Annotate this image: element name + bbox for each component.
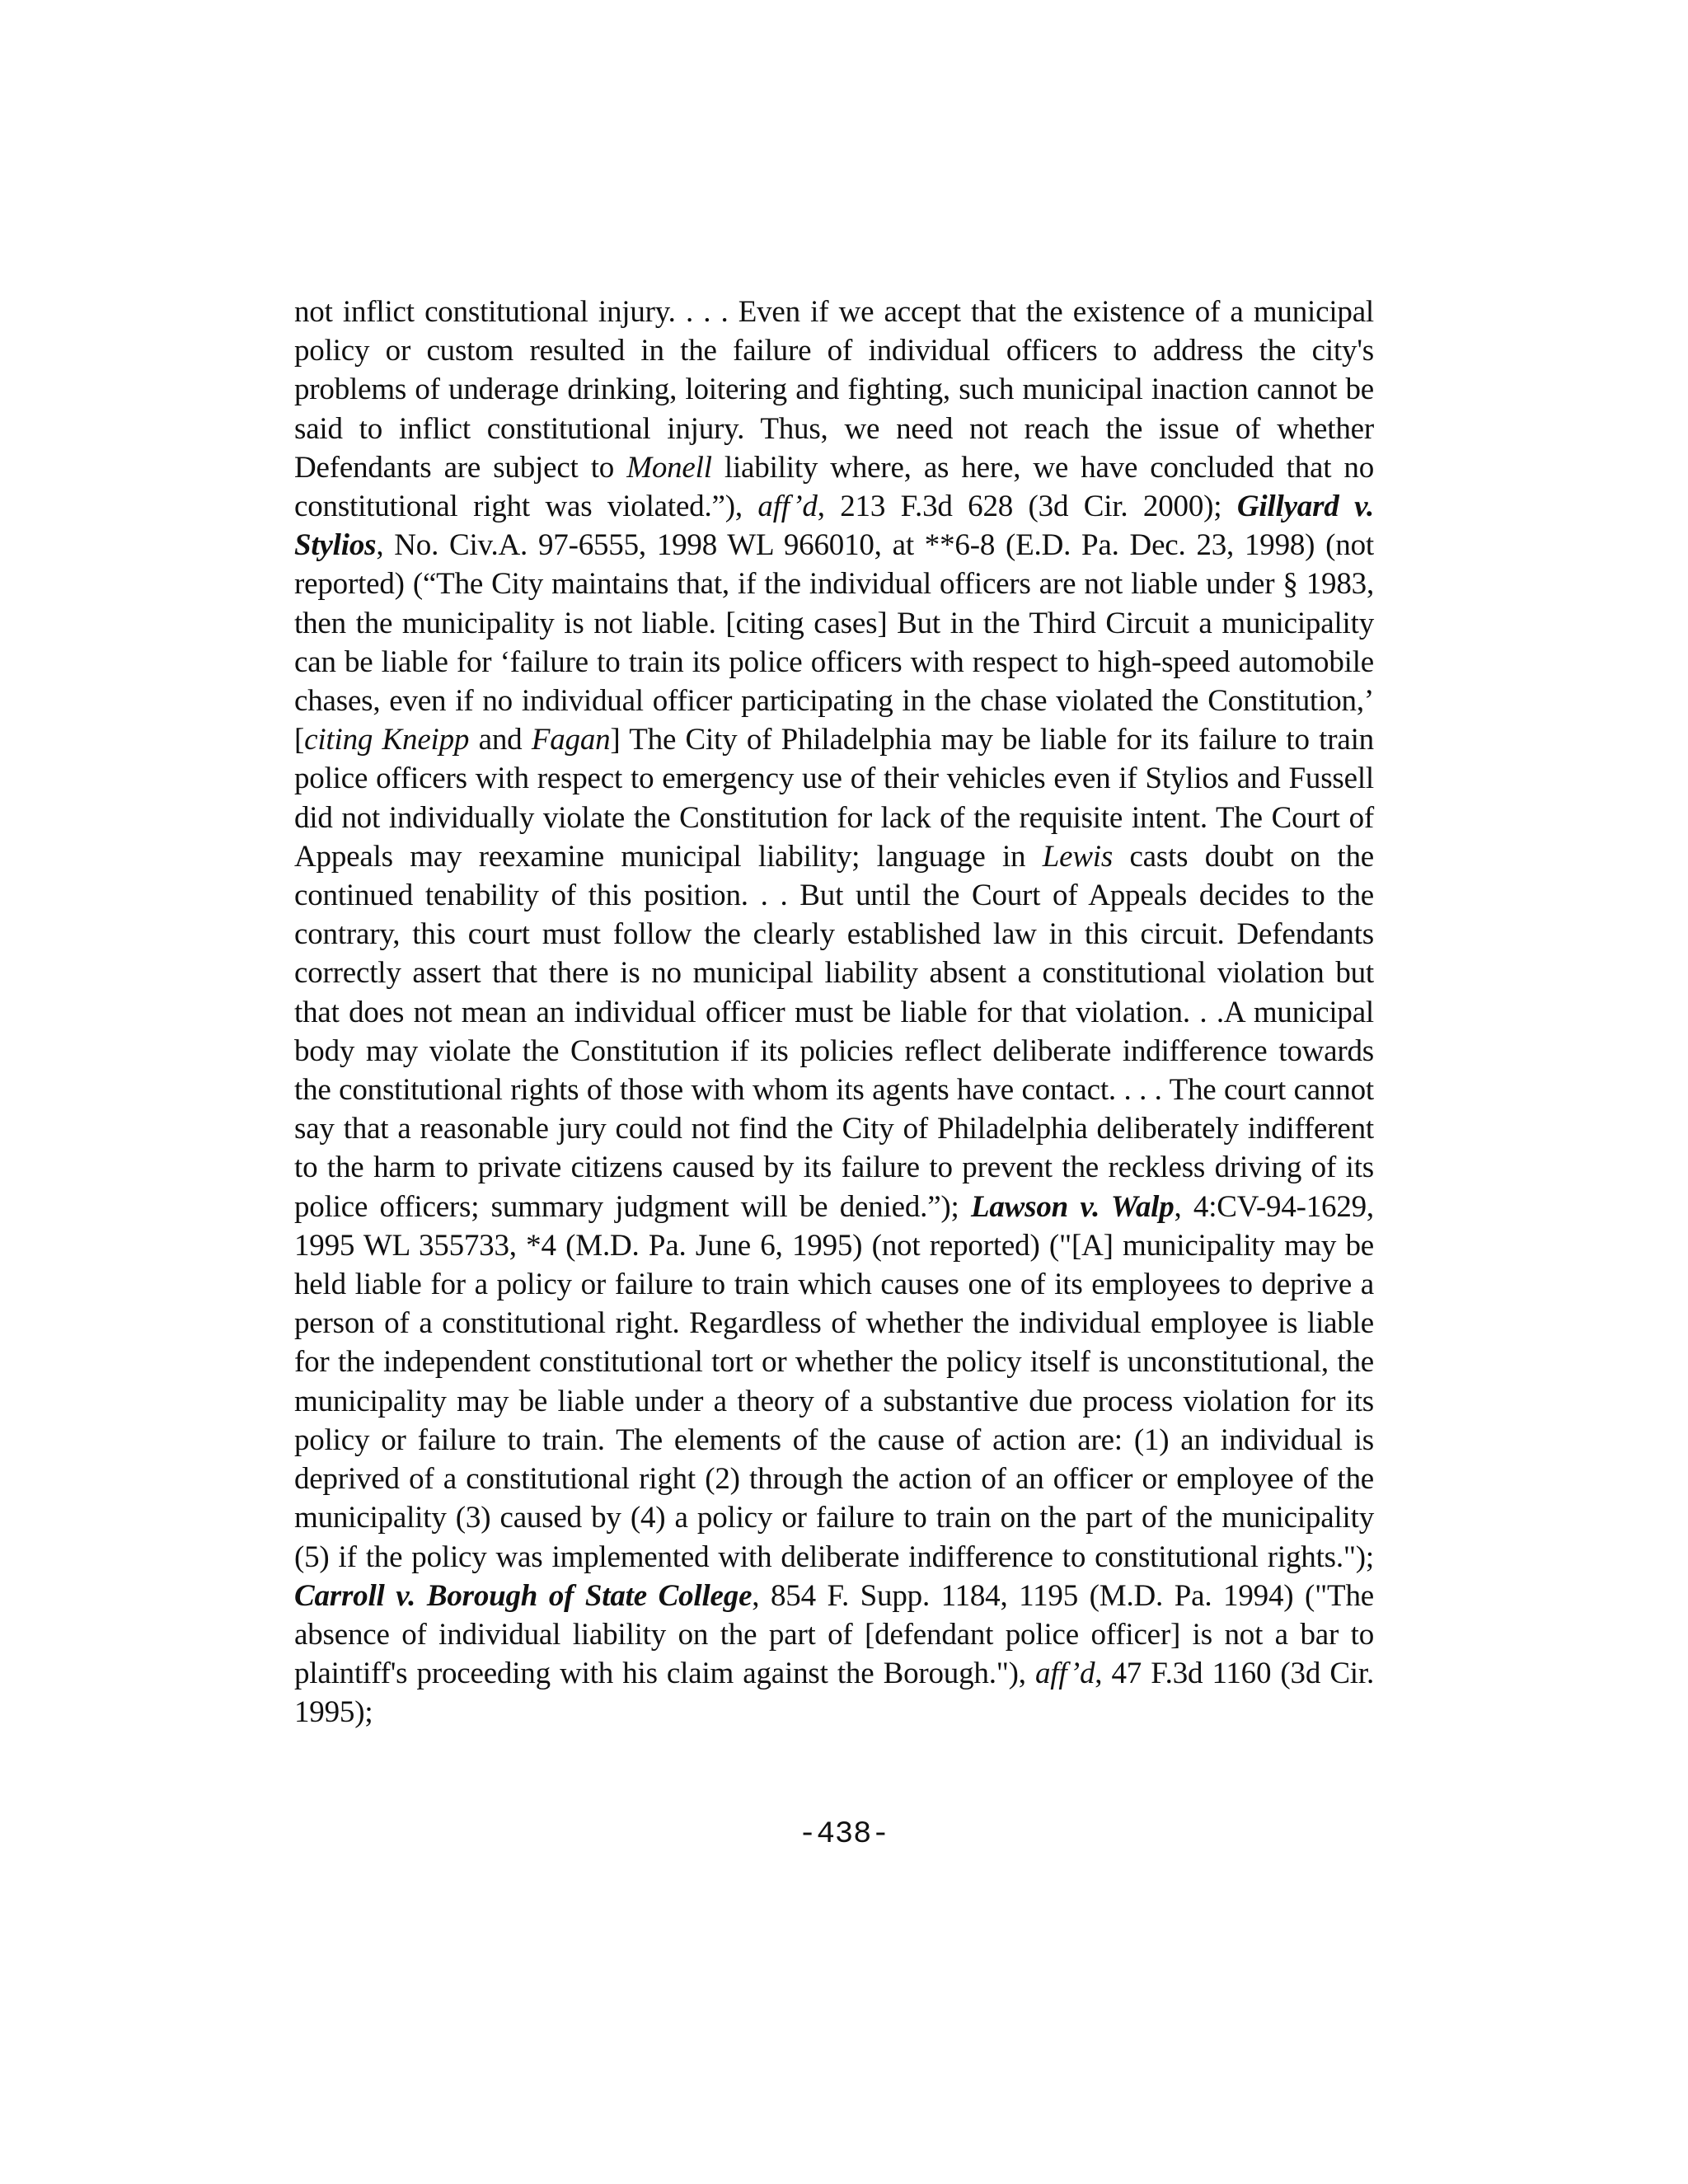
text-segment: not inflict constitutional injury. . . . Even if we accept that the existence of a municipal policy or custom resulted in the failure of individual officers to address the city's problems of underage drinking, loitering and fighting, such municipal inaction cannot be said to inflict constitutional injury. Thus, we need not reach the issue of whether Defendants are subject to xyxy=(294,295,1374,485)
text-segment: liability where, as here, we have concluded that no constitutional right was violated.”), xyxy=(294,450,1374,524)
page-number: -438- xyxy=(798,1817,890,1852)
case-name-bold-italic: Carroll v. Borough of State College xyxy=(294,1578,753,1613)
case-name-italic: Fagan xyxy=(531,723,611,757)
case-name-italic: Lewis xyxy=(1042,839,1114,874)
text-segment: and xyxy=(469,723,532,757)
text-segment: ] The City of Philadelphia may be liable for its failure to train police officers with respect to emergency use of their vehicles even if Stylios and Fussell did not individually violate the Constitution for lack of the requisite intent. The Court of Appeals may reexamine municipal liability; language in xyxy=(294,723,1374,874)
case-name-bold-italic: Gillyard v. Stylios xyxy=(294,490,1374,563)
text-segment: casts doubt on the continued tenability of this position. . . But until the Court of Appeals decides to the contrary, this court must follow the clearly established law in this circuit. Defendants correctly assert that there is no municipal liability absent a constitutional violation but that does not mean an individual officer must be liable for that violation. . .A municipal body may violate the Constitution if its policies reflect deliberate indifference towards the constitutional rights of those with whom its agents have contact. . . . The court cannot say that a reasonable jury could not find the City of Philadelphia deliberately indifferent to the harm to private citizens caused by its failure to prevent the reckless driving of its police officers; summary judgment will be denied.”); xyxy=(294,839,1374,1224)
text-segment: , No. Civ.A. 97-6555, 1998 WL 966010, at **6-8 (E.D. Pa. Dec. 23, 1998) (not reported) (“The City maintains that, if the individual officers are not liable under § 1983, then the municipality is not liable. [citing cases] But in the Third Circuit a municipality can be liable for ‘failure to train its police officers with respect to high-speed automobile chases, even if no individual officer participating in the chase violated the Constitution,’ [ xyxy=(294,528,1374,757)
body-paragraph xyxy=(294,293,1374,1732)
citation-signal-italic: aff’d xyxy=(1034,1657,1095,1691)
text-segment: , 47 F.3d 1160 (3d Cir. 1995); xyxy=(294,1657,1375,1730)
text-segment: , 213 F.3d 628 (3d Cir. 2000); xyxy=(817,490,1237,524)
citation-signal-italic: aff’d xyxy=(757,490,818,524)
case-name-italic: citing Kneipp xyxy=(304,723,470,757)
case-name-italic: Monell xyxy=(626,450,712,485)
text-segment: , 854 F. Supp. 1184, 1195 (M.D. Pa. 1994) ("The absence of individual liability on the part of [defendant police officer] is not a bar to plaintiff's proceeding with his claim against the Borough."), xyxy=(294,1578,1374,1691)
text-segment: , 4:CV-94-1629, 1995 WL 355733, *4 (M.D. Pa. June 6, 1995) (not reported) ("[A] municipality may be held liable for a policy or failure to train which causes one of its employees to deprive a person of a constitutional right. Regardless of whether the individual employee is liable for the independent constitutional tort or whether the policy itself is unconstitutional, the municipality may be liable under a theory of a substantive due process violation for its policy or failure to train. The elements of the cause of action are: (1) an individual is deprived of a constitutional right (2) through the action of an officer or employee of the municipality (3) caused by (4) a policy or failure to train on the part of the municipality (5) if the policy was implemented with deliberate indifference to constitutional rights."); xyxy=(294,1189,1374,1574)
case-name-bold-italic: Lawson v. Walp xyxy=(970,1189,1175,1224)
